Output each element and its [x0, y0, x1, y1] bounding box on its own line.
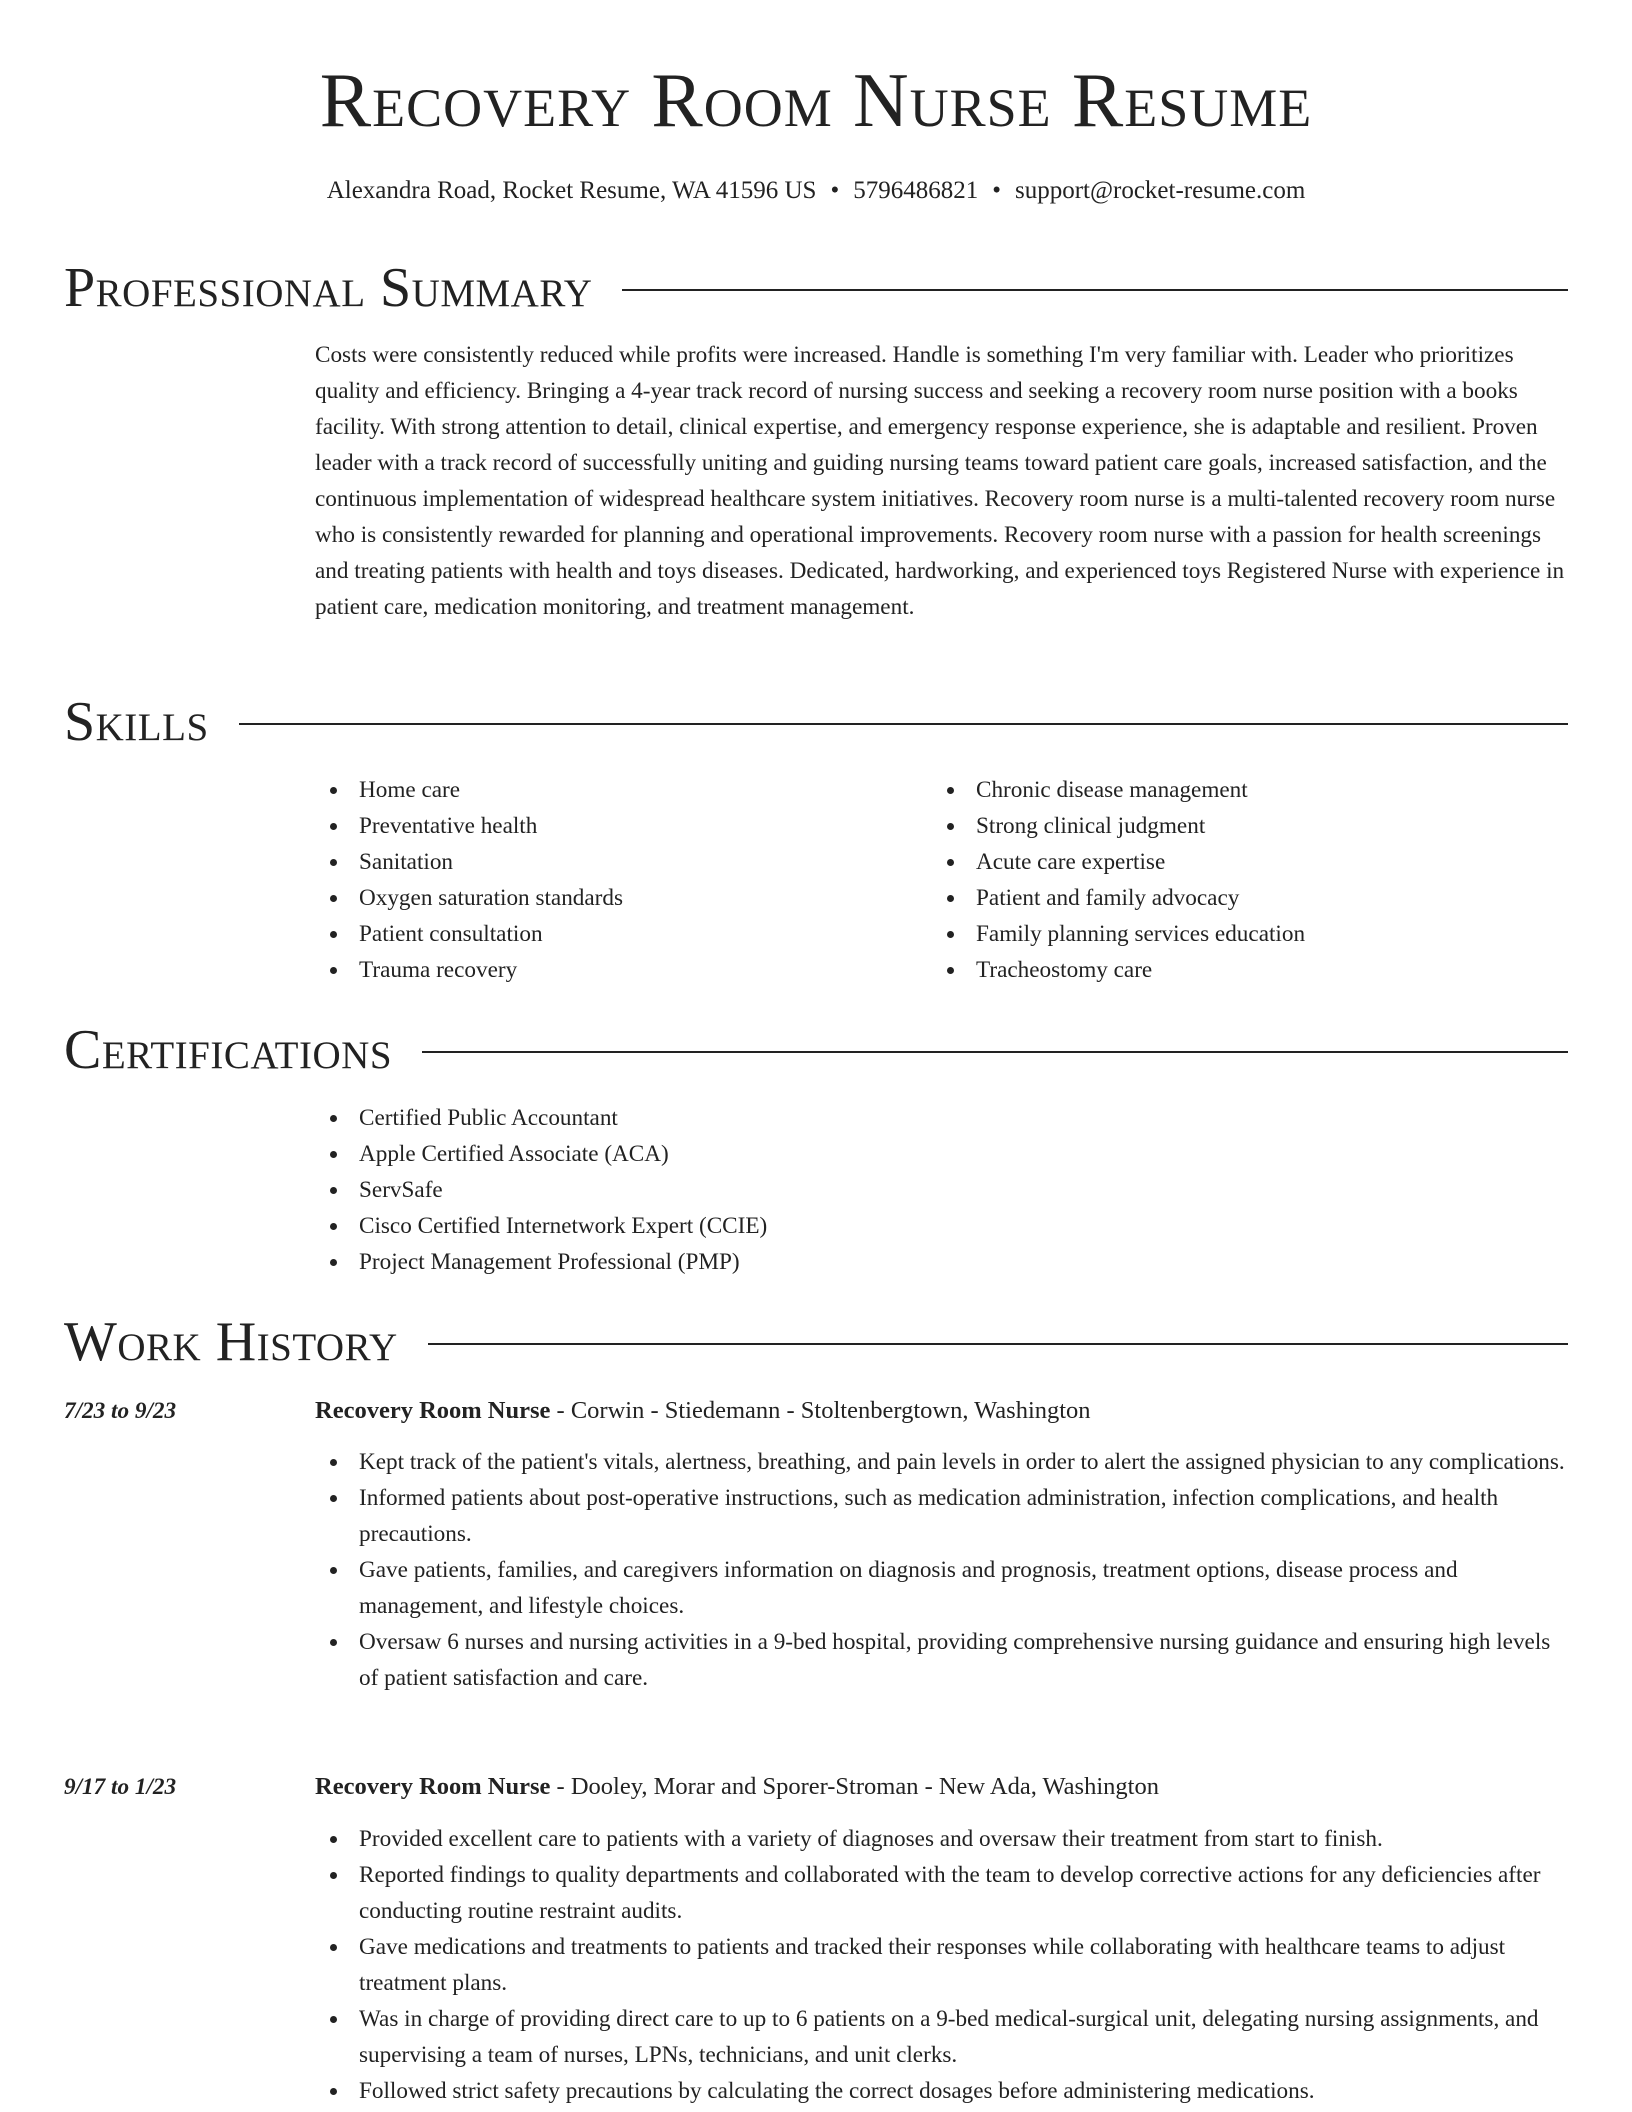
- contact-address: Alexandra Road, Rocket Resume, WA 41596 US: [326, 177, 817, 204]
- skill-item: Patient consultation: [315, 916, 915, 952]
- skill-item: Trauma recovery: [315, 952, 915, 988]
- summary-heading: Professional Summary: [64, 257, 593, 319]
- job-bullet: Kept track of the patient's vitals, alertness, breathing, and pain levels in order to alert the assigned physician to any complications.: [315, 1444, 1575, 1480]
- contact-line: [0, 174, 1632, 208]
- skill-item: Preventative health: [315, 808, 915, 844]
- section-divider: [622, 289, 1568, 291]
- contact-separator: •: [830, 177, 840, 204]
- skill-item: Patient and family advocacy: [932, 880, 1552, 916]
- skill-item: Oxygen saturation standards: [315, 880, 915, 916]
- job-bullet: Oversaw 6 nurses and nursing activities in a 9-bed hospital, providing comprehensive nursing guidance and ensuring high levels of patient satisfaction and care.: [315, 1624, 1575, 1696]
- work-heading: Work History: [64, 1311, 398, 1373]
- job-title-line: [315, 1393, 1091, 1429]
- job-dates: 9/17 to 1/23: [64, 1774, 177, 1800]
- skill-item: Home care: [315, 772, 915, 808]
- contact-email: support@rocket-resume.com: [1014, 177, 1306, 204]
- contact-phone: 5796486821: [853, 177, 979, 204]
- skills-section-header: [64, 691, 1568, 753]
- certification-item: Apple Certified Associate (ACA): [315, 1136, 1567, 1172]
- job-title: Recovery Room Nurse: [315, 1773, 551, 1800]
- skills-column-left: [315, 772, 915, 988]
- job-title: Recovery Room Nurse: [315, 1397, 551, 1424]
- skill-item: Tracheostomy care: [932, 952, 1552, 988]
- certification-item: ServSafe: [315, 1172, 1567, 1208]
- skill-item: Family planning services education: [932, 916, 1552, 952]
- work-section-header: [64, 1311, 1568, 1373]
- summary-section-header: [64, 257, 1568, 319]
- skills-column-right: [932, 772, 1552, 988]
- section-divider: [239, 723, 1568, 725]
- job-bullet: Provided excellent care to patients with a variety of diagnoses and oversaw their treatment from start to finish.: [315, 1821, 1575, 1857]
- section-divider: [422, 1051, 1568, 1053]
- job-bullet: Reported findings to quality departments and collaborated with the team to develop corrective actions for any deficiencies after conducting routine restraint audits.: [315, 1857, 1575, 1929]
- skill-item: Sanitation: [315, 844, 915, 880]
- resume-title: Recovery Room Nurse Resume: [319, 57, 1313, 143]
- job-dates: 7/23 to 9/23: [64, 1398, 177, 1424]
- job-employer: - Corwin - Stiedemann - Stoltenbergtown, Washington: [550, 1397, 1091, 1424]
- job-title-line: [315, 1769, 1159, 1805]
- contact-separator: •: [992, 177, 1001, 204]
- certifications-section-header: [64, 1019, 1568, 1081]
- certifications-heading: Certifications: [64, 1019, 393, 1081]
- job-bullets: [315, 1444, 1575, 1696]
- job-bullets: [315, 1821, 1575, 2109]
- certification-item: Cisco Certified Internetwork Expert (CCIE): [315, 1208, 1567, 1244]
- job-bullet: Gave patients, families, and caregivers information on diagnosis and prognosis, treatment options, disease process and management, and lifestyle choices.: [315, 1552, 1575, 1624]
- certification-item: Project Management Professional (PMP): [315, 1244, 1567, 1280]
- certifications-list: [315, 1100, 1567, 1280]
- section-divider: [428, 1343, 1568, 1345]
- job-bullet: Followed strict safety precautions by calculating the correct dosages before administering medications.: [315, 2073, 1575, 2109]
- job-bullet: Gave medications and treatments to patients and tracked their responses while collaborating with healthcare teams to adjust treatment plans.: [315, 1929, 1575, 2001]
- skill-item: Chronic disease management: [932, 772, 1552, 808]
- certification-item: Certified Public Accountant: [315, 1100, 1567, 1136]
- skills-heading: Skills: [64, 691, 209, 753]
- job-employer: - Dooley, Morar and Sporer-Stroman - New Ada, Washington: [550, 1773, 1159, 1800]
- skill-item: Acute care expertise: [932, 844, 1552, 880]
- job-bullet: Was in charge of providing direct care to up to 6 patients on a 9-bed medical-surgical unit, delegating nursing assignments, and supervising a team of nurses, LPNs, technicians, and unit clerks.: [315, 2001, 1575, 2073]
- job-bullet: Informed patients about post-operative instructions, such as medication administration, infection complications, and health precautions.: [315, 1480, 1575, 1552]
- skill-item: Strong clinical judgment: [932, 808, 1552, 844]
- summary-text: Costs were consistently reduced while profits were increased. Handle is something I'm very familiar with. Leader who prioritizes quality and efficiency. Bringing a 4-year track record of nursing success and seeking a recovery room nurse position with a books facility. With strong attention to detail, clinical expertise, and emergency response experience, she is adaptable and resilient. Proven leader with a track record of successfully uniting and guiding nursing teams toward patient care goals, increased satisfaction, and the continuous implementation of widespread healthcare system initiatives. Recovery room nurse is a multi-talented recovery room nurse who is consistently rewarded for planning and operational improvements. Recovery room nurse with a passion for health screenings and treating patients with health and toys diseases. Dedicated, hardworking, and experienced toys Registered Nurse with experience in patient care, medication monitoring, and treatment management.: [315, 342, 1565, 620]
